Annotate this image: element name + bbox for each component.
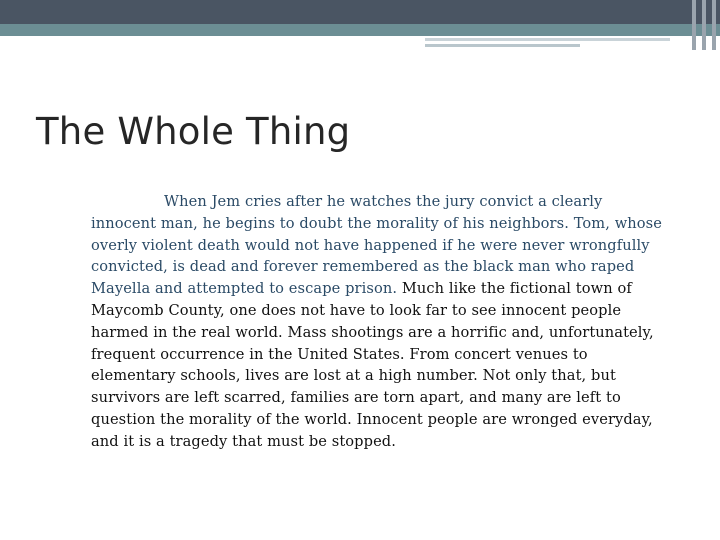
top-accent-stripe	[0, 24, 720, 36]
slide-body-text	[91, 191, 663, 453]
paragraph-rest: Much like the fictional town of Maycomb County, one does not have to look far to see innocent people harmed in the real world. Mass shootings are a horrific and, unfortunately, frequent occurrence in the United States. From concert venues to elementary schools, lives are lost at a high number. Not only that, but survivors are left scarred, families are torn apart, and many are left to question the morality of the world. Innocent people are wronged everyday, and it is a tragedy that must be stopped.	[91, 280, 654, 450]
slide-title: The Whole Thing	[36, 110, 351, 153]
corner-decoration	[690, 0, 720, 50]
top-header-bar	[0, 0, 720, 24]
paragraph-highlighted-part: When Jem cries after he watches the jury convict a clearly innocent man, he begins to doubt the morality of his neighbors. Tom, whose overly violent death would not have happened if he were never wrongfully convicted, is dead and forever remembered as the black man who raped Mayella and attempted to escape prison.	[91, 193, 662, 298]
decorative-line-short	[425, 44, 580, 47]
decorative-line-long	[425, 38, 670, 41]
